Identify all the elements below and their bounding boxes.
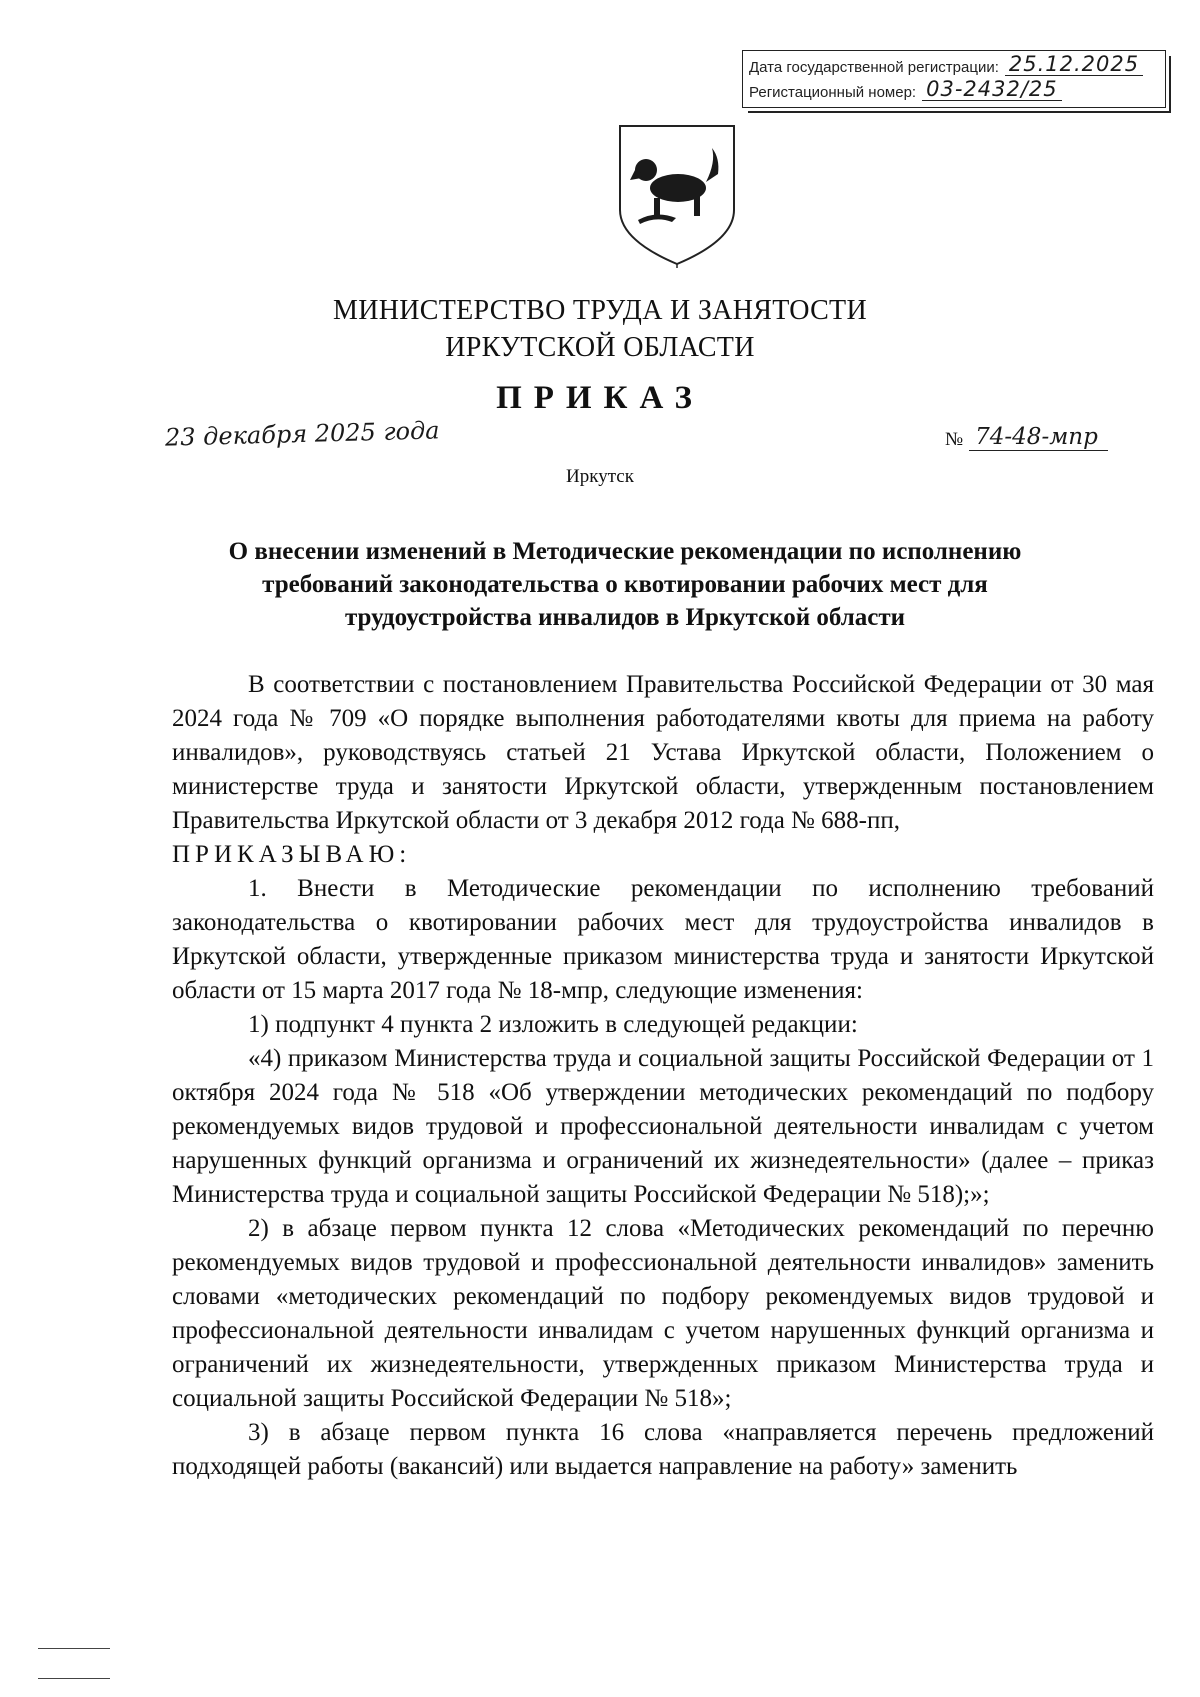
city: Иркутск [566, 466, 634, 487]
ministry-name [0, 292, 1200, 366]
registration-stamp [742, 50, 1166, 108]
document-body [172, 668, 1154, 1484]
document-type: ПРИКАЗ [496, 380, 704, 416]
registration-date-label: Дата государственной регистрации: [749, 59, 999, 76]
ministry-line-1: МИНИСТЕРСТВО ТРУДА И ЗАНЯТОСТИ [333, 295, 867, 326]
preamble-paragraph: В соответствии с постановлением Правительства Российской Федерации от 30 мая 2024 года № 709 «О порядке выполнения работодателями квоты для приема на работу инвалидов», руководствуясь статьей 21 Устава Иркутской области, Положением о министерстве труда и занятости Иркутской области, утвержденным постановлением Правительства Иркутской области от 3 декабря 2012 года № 688-пп, [172, 671, 1154, 834]
order-word: ПРИКАЗЫВАЮ: [172, 841, 412, 868]
registration-number-row [749, 79, 1062, 101]
registration-number-label: Регистационный номер: [749, 84, 917, 101]
item-1-2-paragraph: 2) в абзаце первом пункта 12 слова «Методических рекомендаций по перечню рекомендуемых видов трудовой и профессиональной деятельности инвалидов» заменить словами «методических рекомендаций по подбору рекомендуемых видов трудовой и профессиональной деятельности инвалидам с учетом нарушенных функций организма и ограничений их жизнедеятельности, утвержденных приказом Министерства труда и социальной защиты Российской Федерации № 518»; [172, 1215, 1154, 1412]
footer-mark [38, 1678, 110, 1679]
order-number [945, 424, 1108, 451]
order-date: 23 декабря 2025 года [164, 416, 440, 452]
registration-number-value: 03-2432/25 [922, 78, 1062, 101]
registration-date-row [749, 54, 1143, 76]
order-number-value: 74-48-мпр [969, 424, 1108, 451]
document-title: О внесении изменений в Методические рекомендации по исполнению требований законодательства о квотировании рабочих мест для трудоустройства инвалидов в Иркутской области [228, 538, 1022, 631]
item-1-3-paragraph: 3) в абзаце первом пункта 16 слова «направляется перечень предложений подходящей работы (вакансий) или выдается направление на работу» заменить [172, 1419, 1154, 1480]
registration-date-value: 25.12.2025 [1005, 53, 1143, 76]
item-1-1-paragraph: 1) подпункт 4 пункта 2 изложить в следующей редакции: [248, 1011, 858, 1038]
item-1-1-text-paragraph: «4) приказом Министерства труда и социальной защиты Российской Федерации от 1 октября 2024 года № 518 «Об утверждении методических рекомендаций по подбору рекомендуемых видов трудовой и профессиональной деятельности инвалидам с учетом нарушенных функций организма и ограничений их жизнедеятельности» (далее – приказ Министерства труда и социальной защиты Российской Федерации № 518);»; [172, 1045, 1154, 1208]
footer-mark [38, 1648, 110, 1649]
item-1-paragraph: 1. Внести в Методические рекомендации по исполнению требований законодательства о квотировании рабочих мест для трудоустройства инвалидов в Иркутской области, утвержденные приказом министерства труда и занятости Иркутской области от 15 марта 2017 года № 18-мпр, следующие изменения: [172, 875, 1154, 1004]
ministry-line-2: ИРКУТСКОЙ ОБЛАСТИ [445, 332, 755, 363]
number-sign: № [945, 429, 964, 450]
irkutsk-coat-of-arms-icon [616, 122, 738, 268]
